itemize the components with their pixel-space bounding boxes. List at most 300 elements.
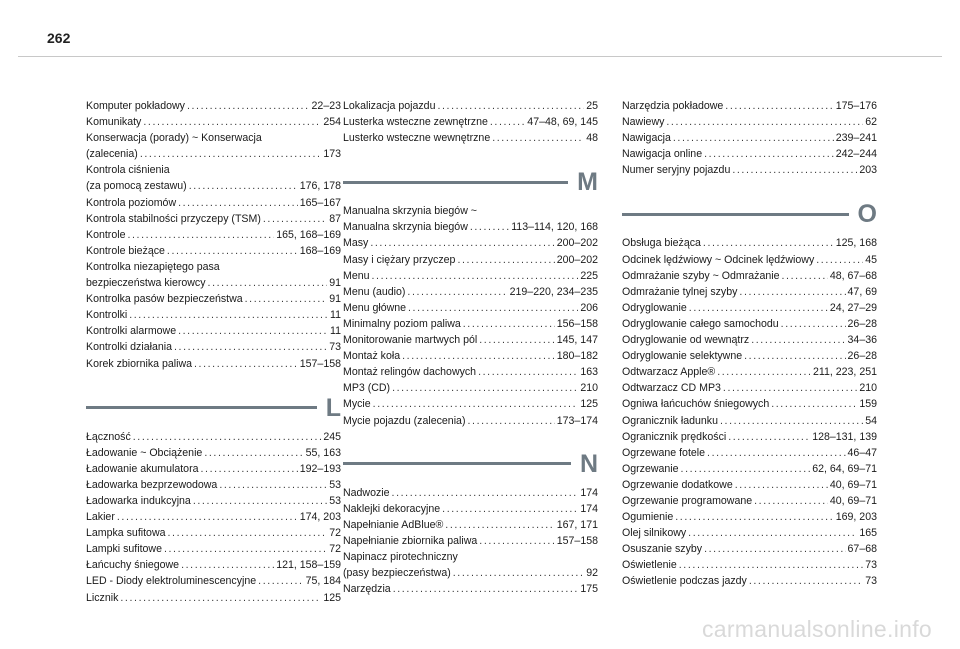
index-entry: [86, 98, 341, 114]
index-entry: [343, 300, 598, 316]
index-entry: [86, 114, 341, 130]
entry-pages: 113–114, 120, 168: [511, 221, 598, 234]
dot-leader: [167, 243, 298, 259]
index-entry: [86, 243, 341, 259]
entry-pages: 156–158: [556, 317, 598, 330]
entry-title: Odcinek lędźwiowy ~ Odcinek lędźwiowy: [622, 253, 815, 266]
entry-pages: 47–48, 69, 145: [527, 116, 598, 129]
index-list-l: [86, 429, 341, 606]
entry-title: Lusterka wsteczne zewnętrzne: [343, 116, 488, 129]
dot-leader: [204, 445, 303, 461]
index-entry: [343, 533, 598, 549]
entry-title: Nawiewy: [622, 116, 665, 129]
entry-pages: 174, 203: [299, 511, 341, 524]
dot-leader: [479, 533, 554, 549]
entry-pages: 11: [330, 309, 341, 322]
dot-leader: [479, 332, 555, 348]
index-column-1: [86, 98, 341, 606]
dot-leader: [781, 316, 846, 332]
entry-title: Masy: [343, 237, 369, 250]
index-entry: [86, 429, 341, 445]
index-entry: [343, 348, 598, 364]
dot-leader: [453, 565, 584, 581]
dot-leader: [392, 485, 579, 501]
entry-title: Łączność: [86, 430, 131, 443]
dot-leader: [490, 114, 525, 130]
dot-leader: [816, 252, 863, 268]
index-entry: [343, 316, 598, 332]
entry-title: Odryglowanie: [622, 301, 687, 314]
entry-pages: 239–241: [835, 132, 877, 145]
entry-pages: 175–176: [835, 100, 877, 112]
index-entry: [86, 525, 341, 541]
entry-title: Ogrzewane fotele: [622, 446, 706, 459]
entry-pages: 67–68: [847, 543, 877, 556]
entry-title: Lampki sufitowe: [86, 543, 162, 556]
dot-leader: [673, 130, 834, 146]
entry-title: Ogrzewanie dodatkowe: [622, 478, 733, 491]
dot-leader: [219, 477, 327, 493]
dot-leader: [735, 477, 828, 493]
dot-leader: [393, 581, 579, 597]
index-entry: [622, 429, 877, 445]
index-entry: [622, 98, 877, 114]
entry-pages: 163: [580, 366, 598, 379]
entry-pages: 91: [329, 293, 341, 306]
entry-title: Odryglowanie selektywne: [622, 350, 743, 363]
entry-title: Kontrolka pasów bezpieczeństwa: [86, 293, 243, 306]
entry-pages: 242–244: [835, 148, 877, 161]
index-entry: [343, 413, 598, 429]
dot-leader: [187, 98, 310, 114]
dot-leader: [140, 146, 321, 162]
dot-leader: [442, 501, 578, 517]
index-entry: [86, 339, 341, 355]
entry-title: Oświetlenie podczas jazdy: [622, 575, 747, 588]
entry-title: Napinacz pirotechniczny: [343, 550, 458, 563]
index-entry: [86, 130, 341, 146]
entry-pages: 125: [580, 398, 598, 411]
entry-pages: 73: [329, 341, 341, 354]
entry-pages: 176, 178: [299, 180, 341, 193]
entry-pages: 169, 203: [835, 511, 877, 524]
section-letter-n: N: [579, 449, 598, 478]
entry-title: Kontrolki: [86, 309, 128, 322]
dot-leader: [782, 268, 828, 284]
index-entry: [343, 364, 598, 380]
entry-pages: 168–169: [299, 244, 341, 257]
index-entry: [622, 235, 877, 251]
entry-title: Łańcuchy śniegowe: [86, 559, 180, 572]
entry-title: Olej silnikowy: [622, 527, 687, 540]
entry-title: Ładowanie ~ Obciążenie: [86, 446, 203, 459]
dot-leader: [739, 284, 845, 300]
entry-pages: 206: [580, 301, 598, 314]
index-list-n: [343, 485, 598, 598]
entry-pages: 128–131, 139: [812, 430, 877, 443]
index-entry: [622, 146, 877, 162]
entry-title: Montaż koła: [343, 350, 401, 363]
index-list-o: [622, 235, 877, 589]
entry-pages: 72: [329, 543, 341, 556]
entry-pages: 200–202: [556, 237, 598, 250]
dot-leader: [704, 541, 845, 557]
dot-leader: [392, 380, 578, 396]
dot-leader: [492, 130, 584, 146]
index-entry: [622, 316, 877, 332]
entry-title: Menu: [343, 269, 370, 282]
entry-pages: 48, 67–68: [829, 269, 877, 282]
dot-leader: [168, 525, 328, 541]
entry-title: Odmrażanie szyby ~ Odmrażanie: [622, 269, 780, 282]
index-entry: [622, 162, 877, 178]
entry-pages: 53: [329, 478, 341, 491]
dot-leader: [408, 300, 578, 316]
section-letter-l: L: [325, 393, 341, 422]
entry-pages: 174: [580, 502, 598, 515]
entry-title: Mycie pojazdu (zalecenia): [343, 414, 466, 427]
index-entry: [343, 235, 598, 251]
index-entry: [343, 332, 598, 348]
dot-leader: [407, 284, 507, 300]
entry-title: Manualna skrzynia biegów: [343, 221, 468, 234]
top-divider: [18, 56, 942, 57]
entry-pages: 25: [586, 100, 598, 112]
index-entry: [622, 493, 877, 509]
dot-leader: [263, 211, 327, 227]
index-entry: [86, 291, 341, 307]
entry-title: Masy i ciężary przyczep: [343, 253, 456, 266]
entry-pages: 167, 171: [556, 518, 598, 531]
index-entry: [343, 130, 598, 146]
index-entry: [86, 590, 341, 606]
entry-pages: 174: [580, 486, 598, 499]
entry-title: Napełnianie zbiornika paliwa: [343, 534, 478, 547]
dot-leader: [675, 509, 834, 525]
section-rule: [343, 181, 568, 184]
dot-leader: [728, 429, 810, 445]
entry-pages: 87: [329, 212, 341, 225]
index-entry: [622, 284, 877, 300]
dot-leader: [117, 509, 298, 525]
index-list: [86, 98, 341, 372]
entry-pages: 54: [865, 414, 877, 427]
index-entry: [622, 573, 877, 589]
entry-title: (za pomocą zestawu): [86, 180, 187, 193]
dot-leader: [732, 162, 857, 178]
dot-leader: [703, 235, 834, 251]
dot-leader: [681, 461, 811, 477]
entry-title: Ogrzewanie programowane: [622, 494, 753, 507]
entry-title: Ładowarka bezprzewodowa: [86, 478, 218, 491]
entry-title: Narzędzia pokładowe: [622, 100, 724, 112]
index-entry: [86, 557, 341, 573]
dot-leader: [143, 114, 321, 130]
index-entry: [343, 98, 598, 114]
section-letter-m: M: [577, 168, 598, 197]
index-entry: [86, 461, 341, 477]
entry-pages: 91: [329, 277, 341, 290]
entry-title: Kontrolka niezapiętego pasa: [86, 260, 220, 273]
entry-pages: 145, 147: [556, 334, 598, 347]
entry-pages: 175: [580, 583, 598, 596]
index-entry: [622, 364, 877, 380]
dot-leader: [457, 252, 554, 268]
entry-title: Obsługa bieżąca: [622, 237, 701, 250]
entry-pages: 26–28: [847, 317, 877, 330]
index-entry: [343, 485, 598, 501]
entry-pages: 73: [865, 575, 877, 588]
watermark: carmanualsonline.info: [701, 616, 932, 642]
index-entry: [86, 275, 341, 291]
index-entry: [86, 227, 341, 243]
entry-title: Kontrole: [86, 228, 126, 241]
entry-pages: 125: [323, 591, 341, 604]
entry-pages: 34–36: [847, 334, 877, 347]
entry-pages: 173: [323, 148, 341, 161]
entry-title: LED - Diody elektroluminescencyjne: [86, 575, 257, 588]
entry-title: Komputer pokładowy: [86, 100, 185, 112]
index-entry: [622, 396, 877, 412]
dot-leader: [194, 356, 298, 372]
entry-title: Minimalny poziom paliwa: [343, 317, 461, 330]
entry-title: Lusterko wsteczne wewnętrzne: [343, 132, 491, 145]
index-entry: [622, 300, 877, 316]
section-header-o: [622, 199, 877, 229]
entry-title: Osuszanie szyby: [622, 543, 703, 556]
section-header-l: [86, 393, 341, 423]
dot-leader: [744, 348, 845, 364]
index-entry: [86, 146, 341, 162]
index-entry: [343, 396, 598, 412]
entry-title: Odryglowanie od wewnątrz: [622, 334, 750, 347]
entry-pages: 22–23: [311, 100, 341, 112]
entry-pages: 200–202: [556, 253, 598, 266]
index-entry: [622, 461, 877, 477]
entry-title: Nawigacja: [622, 132, 671, 145]
entry-pages: 24, 27–29: [829, 301, 877, 314]
dot-leader: [258, 573, 303, 589]
entry-title: Kontrola poziomów: [86, 196, 177, 209]
entry-title: Narzędzia: [343, 583, 391, 596]
index-entry: [343, 581, 598, 597]
entry-pages: 165–167: [299, 196, 341, 209]
index-entry: [86, 509, 341, 525]
entry-pages: 225: [580, 269, 598, 282]
dot-leader: [189, 178, 298, 194]
entry-title: Lampka sufitowa: [86, 527, 166, 540]
dot-leader: [666, 114, 863, 130]
entry-title: Monitorowanie martwych pól: [343, 334, 478, 347]
entry-title: Korek zbiornika paliwa: [86, 357, 192, 370]
entry-pages: 157–158: [299, 357, 341, 370]
section-letter-o: O: [857, 200, 877, 229]
dot-leader: [174, 339, 327, 355]
dot-leader: [771, 396, 857, 412]
entry-title: Ogranicznik prędkości: [622, 430, 727, 443]
section-rule: [86, 406, 317, 409]
entry-title: Montaż relingów dachowych: [343, 366, 477, 379]
index-entry: [343, 565, 598, 581]
index-list-m: [343, 203, 598, 428]
dot-leader: [754, 493, 828, 509]
index-entry: [622, 380, 877, 396]
index-entry: [343, 203, 598, 219]
section-header-n: [343, 449, 598, 479]
entry-title: Mycie: [343, 398, 371, 411]
entry-pages: 48: [586, 132, 598, 145]
entry-pages: 159: [859, 398, 877, 411]
entry-title: Odryglowanie całego samochodu: [622, 317, 779, 330]
index-entry: [622, 332, 877, 348]
index-entry: [622, 114, 877, 130]
index-entry: [343, 501, 598, 517]
entry-title: Kontrola stabilności przyczepy (TSM): [86, 212, 261, 225]
dot-leader: [129, 307, 328, 323]
dot-leader: [370, 235, 554, 251]
index-entry: [343, 517, 598, 533]
entry-title: Licznik: [86, 591, 119, 604]
dot-leader: [725, 98, 833, 114]
index-entry: [86, 493, 341, 509]
index-entry: [86, 195, 341, 211]
entry-pages: 40, 69–71: [829, 494, 877, 507]
entry-title: Manualna skrzynia biegów ~: [343, 205, 477, 218]
index-column-2: [343, 98, 598, 597]
entry-pages: 157–158: [556, 534, 598, 547]
entry-pages: 203: [859, 164, 877, 177]
dot-leader: [245, 291, 328, 307]
index-entry: [86, 541, 341, 557]
entry-pages: 173–174: [556, 414, 598, 427]
entry-pages: 121, 158–159: [276, 559, 341, 572]
entry-title: (pasy bezpieczeństwa): [343, 567, 451, 580]
entry-title: bezpieczeństwa kierowcy: [86, 277, 206, 290]
entry-title: Lakier: [86, 511, 115, 524]
entry-pages: 219–220, 234–235: [509, 285, 598, 298]
dot-leader: [445, 517, 554, 533]
entry-pages: 180–182: [556, 350, 598, 363]
entry-pages: 53: [329, 494, 341, 507]
entry-pages: 92: [586, 567, 598, 580]
dot-leader: [181, 557, 274, 573]
index-entry: [343, 114, 598, 130]
dot-leader: [402, 348, 555, 364]
index-list: [622, 98, 877, 178]
entry-pages: 11: [330, 325, 341, 338]
section-rule: [343, 462, 571, 465]
entry-title: Odtwarzacz Apple®: [622, 366, 716, 379]
entry-title: Oświetlenie: [622, 559, 677, 572]
entry-title: Napełnianie AdBlue®: [343, 518, 444, 531]
index-entry: [86, 162, 341, 178]
index-entry: [343, 549, 598, 565]
index-entry: [622, 130, 877, 146]
entry-pages: 254: [323, 116, 341, 129]
index-entry: [343, 252, 598, 268]
index-entry: [622, 252, 877, 268]
dot-leader: [193, 493, 327, 509]
entry-pages: 55, 163: [305, 446, 341, 459]
index-entry: [343, 380, 598, 396]
dot-leader: [679, 557, 863, 573]
entry-pages: 210: [580, 382, 598, 395]
entry-title: Kontrola ciśnienia: [86, 164, 170, 177]
entry-title: Nawigacja online: [622, 148, 703, 161]
entry-title: Naklejki dekoracyjne: [343, 502, 441, 515]
index-entry: [622, 509, 877, 525]
entry-title: Ogrzewanie: [622, 462, 679, 475]
entry-title: Odmrażanie tylnej szyby: [622, 285, 738, 298]
entry-title: Lokalizacja pojazdu: [343, 100, 436, 112]
index-entry: [86, 259, 341, 275]
dot-leader: [717, 364, 811, 380]
index-entry: [86, 307, 341, 323]
index-entry: [343, 268, 598, 284]
entry-title: Kontrole bieżące: [86, 244, 165, 257]
entry-pages: 45: [865, 253, 877, 266]
entry-pages: 211, 223, 251: [812, 366, 877, 379]
dot-leader: [120, 590, 321, 606]
entry-title: Ogranicznik ładunku: [622, 414, 718, 427]
entry-title: (zalecenia): [86, 148, 138, 161]
entry-pages: 75, 184: [305, 575, 341, 588]
entry-pages: 73: [865, 559, 877, 572]
index-entry: [86, 477, 341, 493]
index-entry: [86, 178, 341, 194]
dot-leader: [463, 316, 555, 332]
entry-pages: 62, 64, 69–71: [812, 462, 877, 475]
page-number: 262: [47, 30, 71, 46]
entry-title: Konserwacja (porady) ~ Konserwacja: [86, 132, 262, 145]
entry-pages: 165, 168–169: [276, 228, 341, 241]
entry-pages: 210: [859, 382, 877, 395]
entry-pages: 192–193: [299, 462, 341, 475]
entry-title: Menu (audio): [343, 285, 406, 298]
dot-leader: [437, 98, 584, 114]
dot-leader: [201, 461, 298, 477]
dot-leader: [720, 413, 863, 429]
entry-title: Kontrolki działania: [86, 341, 172, 354]
dot-leader: [689, 300, 828, 316]
index-entry: [86, 211, 341, 227]
index-entry: [622, 348, 877, 364]
section-rule: [622, 213, 849, 216]
entry-pages: 245: [323, 430, 341, 443]
index-entry: [622, 413, 877, 429]
dot-leader: [178, 195, 298, 211]
index-entry: [622, 541, 877, 557]
index-entry: [343, 219, 598, 235]
index-entry: [86, 573, 341, 589]
entry-title: Menu główne: [343, 301, 407, 314]
index-entry: [343, 284, 598, 300]
index-entry: [86, 323, 341, 339]
dot-leader: [373, 396, 579, 412]
entry-pages: 62: [865, 116, 877, 129]
entry-title: Ogniwa łańcuchów śniegowych: [622, 398, 770, 411]
dot-leader: [178, 323, 328, 339]
entry-pages: 47, 69: [847, 285, 877, 298]
index-entry: [86, 445, 341, 461]
entry-pages: 46–47: [847, 446, 877, 459]
index-entry: [622, 477, 877, 493]
dot-leader: [751, 332, 845, 348]
entry-title: Ładowarka indukcyjna: [86, 494, 191, 507]
entry-title: Ogumienie: [622, 511, 674, 524]
dot-leader: [164, 541, 327, 557]
index-entry: [622, 268, 877, 284]
